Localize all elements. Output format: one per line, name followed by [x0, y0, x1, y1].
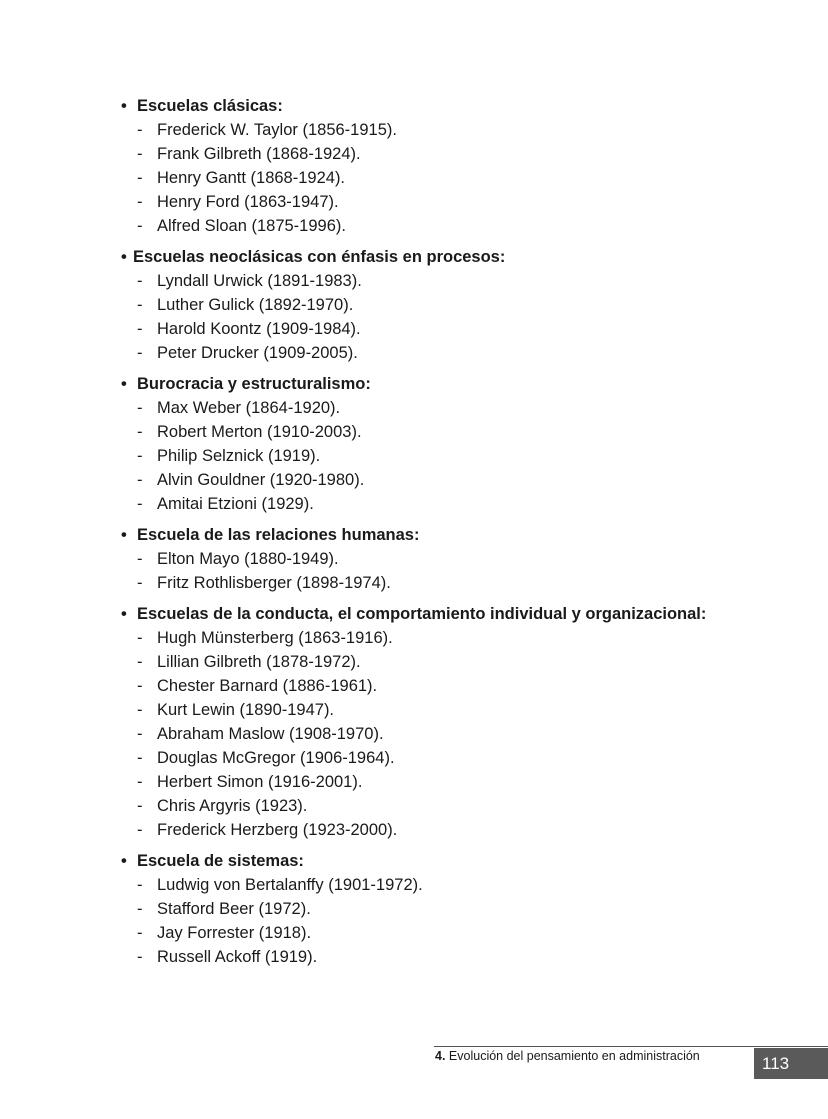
dash-icon: -: [137, 447, 143, 465]
list-item: [121, 746, 801, 770]
section-title: Escuelas de la conducta, el comportamiento individual y organizacional:: [137, 605, 707, 623]
list-item: [121, 674, 801, 698]
bullet-icon: •: [121, 852, 127, 870]
list-item: [121, 770, 801, 794]
item-text: Abraham Maslow (1908-1970).: [157, 725, 384, 743]
list-item: [121, 650, 801, 674]
running-footer: [435, 1048, 700, 1064]
item-text: Frank Gilbreth (1868-1924).: [157, 145, 361, 163]
item-text: Douglas McGregor (1906-1964).: [157, 749, 395, 767]
dash-icon: -: [137, 344, 143, 362]
item-text: Lyndall Urwick (1891-1983).: [157, 272, 362, 290]
item-text: Frederick Herzberg (1923-2000).: [157, 821, 398, 839]
bullet-icon: •: [121, 248, 127, 266]
dash-icon: -: [137, 193, 143, 211]
item-text: Stafford Beer (1972).: [157, 900, 311, 918]
item-text: Frederick W. Taylor (1856-1915).: [157, 121, 397, 139]
item-text: Elton Mayo (1880-1949).: [157, 550, 339, 568]
section-title: Escuelas clásicas:: [137, 97, 283, 115]
list-item: [121, 897, 801, 921]
bullet-icon: •: [121, 97, 127, 115]
item-text: Fritz Rothlisberger (1898-1974).: [157, 574, 391, 592]
list-item: [121, 444, 801, 468]
item-text: Henry Ford (1863-1947).: [157, 193, 339, 211]
list-item: [121, 945, 801, 969]
list-item: [121, 547, 801, 571]
list-item: [121, 142, 801, 166]
list-item: [121, 190, 801, 214]
section-relaciones-humanas: [121, 523, 801, 595]
item-text: Chris Argyris (1923).: [157, 797, 308, 815]
item-text: Robert Merton (1910-2003).: [157, 423, 362, 441]
schools-list: [121, 94, 801, 976]
dash-icon: -: [137, 876, 143, 894]
list-item: [121, 698, 801, 722]
item-text: Kurt Lewin (1890-1947).: [157, 701, 335, 719]
dash-icon: -: [137, 471, 143, 489]
dash-icon: -: [137, 629, 143, 647]
dash-icon: -: [137, 701, 143, 719]
section-escuelas-clasicas: [121, 94, 801, 238]
dash-icon: -: [137, 749, 143, 767]
section-sistemas: [121, 849, 801, 969]
dash-icon: -: [137, 900, 143, 918]
dash-icon: -: [137, 653, 143, 671]
dash-icon: -: [137, 773, 143, 791]
item-text: Alfred Sloan (1875-1996).: [157, 217, 346, 235]
list-item: [121, 317, 801, 341]
bullet-icon: •: [121, 526, 127, 544]
dash-icon: -: [137, 320, 143, 338]
dash-icon: -: [137, 797, 143, 815]
dash-icon: -: [137, 495, 143, 513]
list-item: [121, 818, 801, 842]
dash-icon: -: [137, 948, 143, 966]
dash-icon: -: [137, 272, 143, 290]
page-number: 113: [754, 1048, 828, 1079]
list-item: [121, 722, 801, 746]
section-heading: [121, 94, 801, 118]
dash-icon: -: [137, 169, 143, 187]
item-text: Jay Forrester (1918).: [157, 924, 312, 942]
item-text: Philip Selznick (1919).: [157, 447, 321, 465]
item-text: Hugh Münsterberg (1863-1916).: [157, 629, 393, 647]
dash-icon: -: [137, 924, 143, 942]
list-item: [121, 794, 801, 818]
bullet-icon: •: [121, 605, 127, 623]
item-text: Chester Barnard (1886-1961).: [157, 677, 378, 695]
list-item: [121, 118, 801, 142]
dash-icon: -: [137, 399, 143, 417]
list-item: [121, 571, 801, 595]
list-item: [121, 269, 801, 293]
item-text: Peter Drucker (1909-2005).: [157, 344, 358, 362]
footer-divider: [434, 1046, 828, 1047]
item-text: Russell Ackoff (1919).: [157, 948, 318, 966]
item-text: Lillian Gilbreth (1878-1972).: [157, 653, 361, 671]
dash-icon: -: [137, 145, 143, 163]
list-item: [121, 293, 801, 317]
item-text: Max Weber (1864-1920).: [157, 399, 341, 417]
dash-icon: -: [137, 423, 143, 441]
item-text: Ludwig von Bertalanffy (1901-1972).: [157, 876, 423, 894]
item-text: Luther Gulick (1892-1970).: [157, 296, 354, 314]
list-item: [121, 420, 801, 444]
dash-icon: -: [137, 677, 143, 695]
section-heading: [121, 245, 801, 269]
dash-icon: -: [137, 217, 143, 235]
list-item: [121, 873, 801, 897]
section-title: Escuela de sistemas:: [137, 852, 304, 870]
section-heading: [121, 372, 801, 396]
item-text: Herbert Simon (1916-2001).: [157, 773, 363, 791]
section-heading: [121, 602, 801, 626]
item-text: Harold Koontz (1909-1984).: [157, 320, 361, 338]
chapter-title: Evolución del pensamiento en administración: [448, 1049, 700, 1063]
list-item: [121, 626, 801, 650]
item-text: Amitai Etzioni (1929).: [157, 495, 314, 513]
list-item: [121, 921, 801, 945]
list-item: [121, 468, 801, 492]
dash-icon: -: [137, 296, 143, 314]
item-text: Henry Gantt (1868-1924).: [157, 169, 346, 187]
list-item: [121, 166, 801, 190]
section-title: Burocracia y estructuralismo:: [137, 375, 371, 393]
section-title: Escuelas neoclásicas con énfasis en procesos:: [133, 248, 506, 266]
section-heading: [121, 523, 801, 547]
dash-icon: -: [137, 550, 143, 568]
dash-icon: -: [137, 121, 143, 139]
bullet-icon: •: [121, 375, 127, 393]
dash-icon: -: [137, 574, 143, 592]
section-heading: [121, 849, 801, 873]
list-item: [121, 341, 801, 365]
list-item: [121, 492, 801, 516]
list-item: [121, 214, 801, 238]
dash-icon: -: [137, 821, 143, 839]
list-item: [121, 396, 801, 420]
section-conducta: [121, 602, 801, 842]
section-burocracia: [121, 372, 801, 516]
chapter-number: 4.: [435, 1049, 446, 1063]
section-escuelas-neoclasicas: [121, 245, 801, 365]
section-title: Escuela de las relaciones humanas:: [137, 526, 420, 544]
item-text: Alvin Gouldner (1920-1980).: [157, 471, 365, 489]
dash-icon: -: [137, 725, 143, 743]
